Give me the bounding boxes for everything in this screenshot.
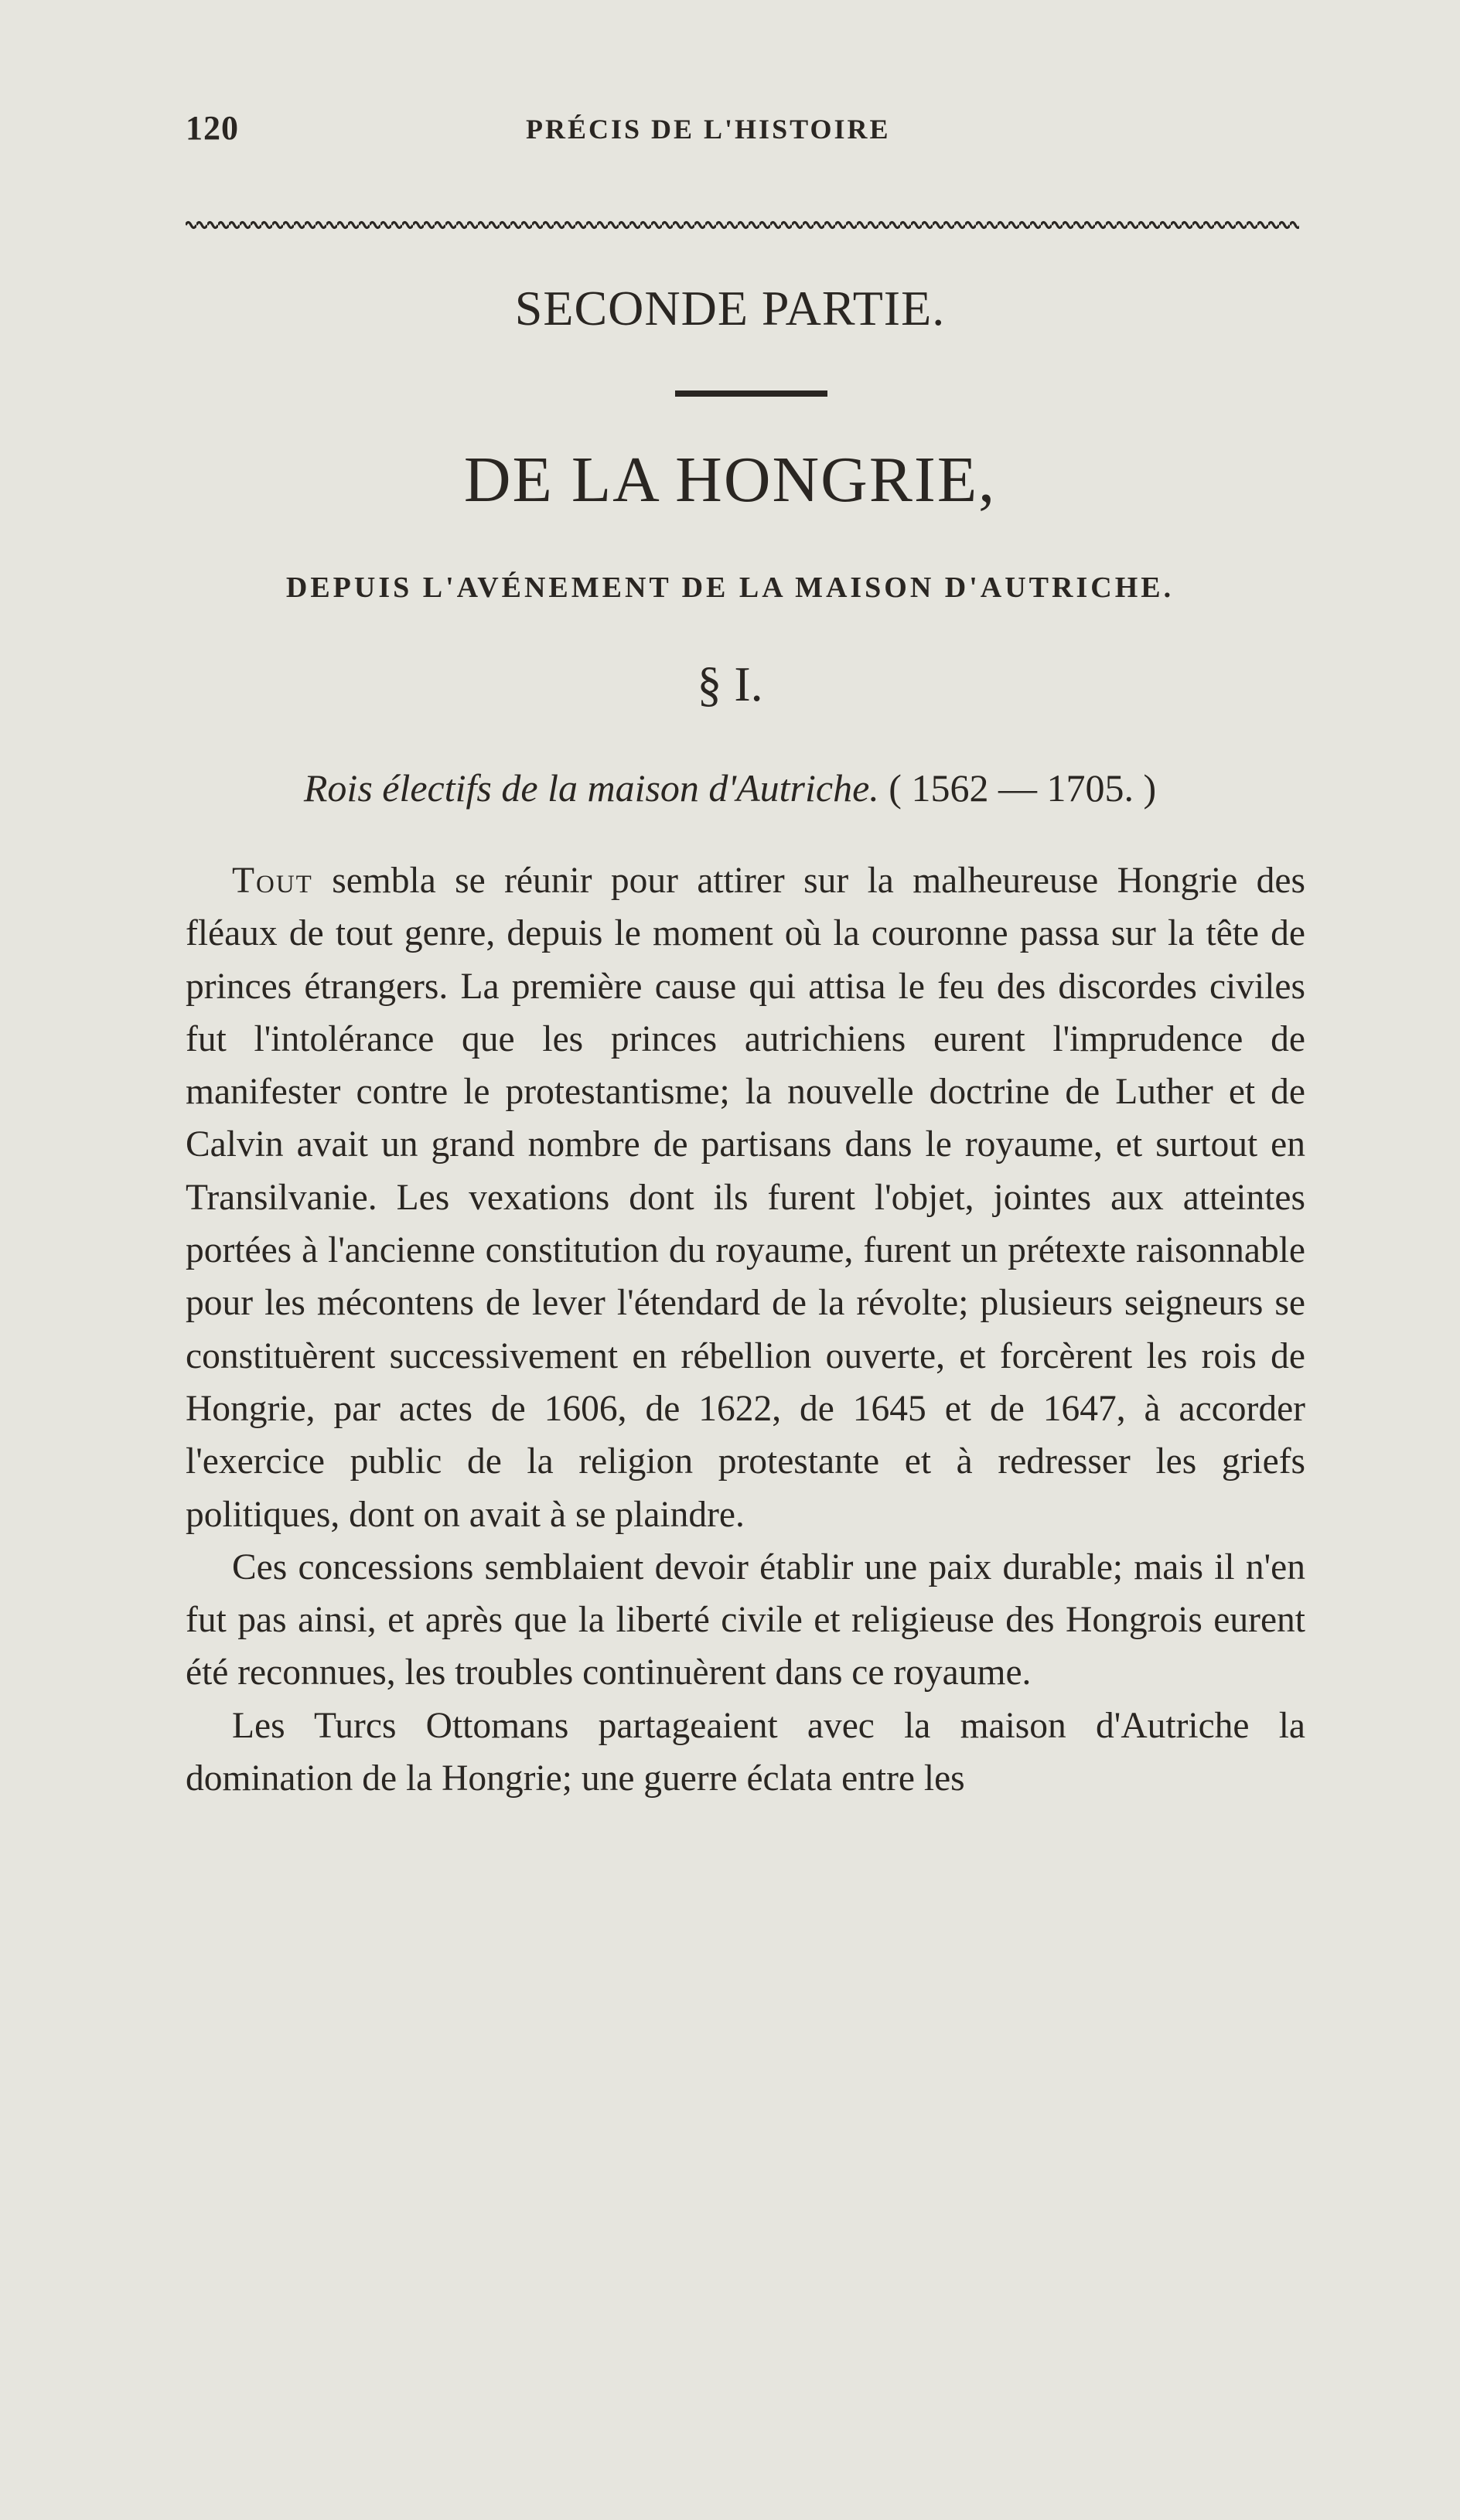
section-heading-title: Rois électifs de la maison d'Autriche. [303,766,879,810]
body-text [186,854,1305,1805]
paragraph-text: Les Turcs Ottomans partageaient avec la maison d'Autriche la domination de la Hongrie; une guerre éclata entre les [186,1705,1305,1799]
section-heading [0,766,1460,810]
paragraph-lead-word: Tout [232,861,313,901]
ornamental-rule [186,218,1299,232]
paragraph [186,854,1305,1541]
part-title: SECONDE PARTIE. [514,281,946,336]
section-heading-dates: ( 1562 — 1705. ) [889,766,1157,810]
section-number: § I. [697,656,763,711]
paragraph-text: Ces concessions semblaient devoir établir une paix durable; mais il n'en fut pas ainsi, et après que la liberté civile et religieuse des Hongrois eurent été reconnues, les troubles continuèrent dans ce royaume. [186,1546,1305,1693]
divider-rule [675,390,827,397]
chapter-subtitle: DEPUIS L'AVÉNEMENT DE LA MAISON D'AUTRICHE. [285,571,1175,604]
running-head [186,108,1315,155]
chapter-title: DE LA HONGRIE, [463,444,997,516]
page-number: 120 [186,109,239,147]
paragraph [186,1700,1305,1806]
paragraph-text: sembla se réunir pour attirer sur la malheureuse Hongrie des fléaux de tout genre, depuis le moment où la couronne passa sur la tête de princes étrangers. La première cause qui attisa le feu des discordes civiles fut l'intolérance que les princes autrichiens eurent l'imprudence de manifester contre le protestantisme; la nouvelle doctrine de Luther et de Calvin avait un grand nombre de partisans dans le royaume, et surtout en Transilvanie. Les vexations dont ils furent l'objet, jointes aux atteintes portées à l'ancienne constitution du royaume, furent un prétexte raisonnable pour les mécontens de lever l'étendard de la révolte; plusieurs seigneurs se constituèrent successivement en rébellion ouverte, et forcèrent les rois de Hongrie, par actes de 1606, de 1622, de 1645 et de 1647, à accorder l'exercice public de la religion protestante et à redresser les griefs politiques, dont on avait à se plaindre. [186,861,1305,1535]
paragraph [186,1541,1305,1700]
running-title: PRÉCIS DE L'HISTOIRE [526,114,891,145]
